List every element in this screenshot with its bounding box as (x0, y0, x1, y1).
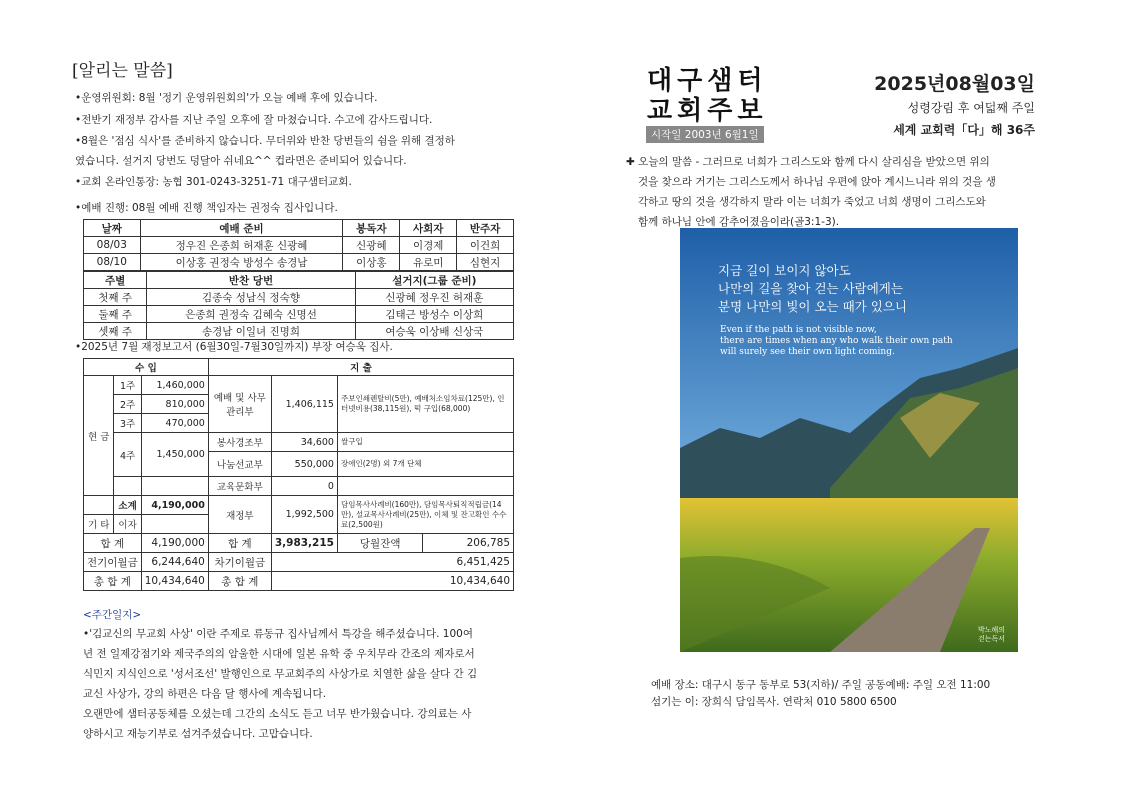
expense-note: 담임목사사례비(160만), 담임목사퇴직적립금(14만), 설교목사사례비(25만), 이체 및 잔고확인 수수료(2,500원) (337, 496, 513, 534)
liturgical-season: 성령강림 후 여덟째 주일 (907, 101, 1035, 115)
logo-line: 교회주보 (647, 96, 768, 126)
announcements-title: [알리는 말씀] (72, 61, 173, 81)
weekly-line: 오랜만에 샘터공동체를 오셨는데 그간의 소식도 듣고 너무 반가웠습니다. 강의료는 사 (83, 708, 472, 720)
weekly-title: <주간일지> (83, 609, 142, 621)
table-header: 사회자 (400, 220, 457, 237)
next-amount: 6,451,425 (271, 553, 513, 572)
grand-expense: 10,434,640 (271, 572, 513, 591)
scripture-verse (626, 152, 1040, 232)
table-row (84, 306, 514, 323)
expense-note: 쌀구입 (337, 433, 513, 452)
table-cell: 08/10 (84, 254, 141, 271)
table-header: 반주자 (457, 220, 514, 237)
table-cell: 김종숙 성남식 정숙향 (147, 289, 355, 306)
table-cell: 이건희 (457, 237, 514, 254)
table-cell: 08/03 (84, 237, 141, 254)
quote-line: 지금 길이 보이지 않아도 (718, 263, 851, 278)
table-row (84, 237, 514, 254)
finance-intro: •2025년 7월 재정보고서 (6월30일-7월30일까지) 부장 여승욱 집사. (75, 341, 393, 353)
verse-line: 것을 찾으라 거기는 그리스도께서 하나님 우편에 앉아 계시느니라 위의 것을 생 (638, 176, 996, 188)
credit-line: 걷는독서 (978, 635, 1006, 643)
table-cell: 이상홍 (343, 254, 400, 271)
expense-note: 주보인쇄렌탈비(5만), 예배처소임차료(125만), 인터넷비용(38,115원), 떡 구입(68,000) (337, 376, 513, 433)
week-amount: 810,000 (141, 395, 208, 414)
meal-table (83, 271, 514, 340)
expense-amount: 0 (271, 477, 337, 496)
expense-amount: 1,406,115 (271, 376, 337, 433)
table-cell: 심현지 (457, 254, 514, 271)
quote-line: 나만의 길을 찾아 걷는 사람에게는 (718, 281, 903, 296)
expense-label: 재정부 (208, 496, 271, 534)
week-amount: 470,000 (141, 414, 208, 433)
expense-label: 교육문화부 (208, 477, 271, 496)
weekly-line: •'김교신의 무교회 사상' 이란 주제로 류동규 집사님께서 특강을 해주셨습니다. 100여 (83, 628, 473, 640)
table-cell: 송경남 이일녀 진명희 (147, 323, 355, 340)
quote-line: there are times when any who walk their own path (720, 336, 953, 346)
expense-amount: 34,600 (271, 433, 337, 452)
income-total-label: 합 계 (84, 534, 142, 553)
income-total: 4,190,000 (141, 534, 208, 553)
table-cell: 셋째 주 (84, 323, 147, 340)
table-cell: 정우진 은종희 허재훈 신광혜 (140, 237, 343, 254)
bulletin-date: 2025년08월03일 (874, 73, 1035, 95)
table-header: 반찬 당번 (147, 272, 355, 289)
duty-table (83, 219, 514, 271)
verse-line: ✚ 오늘의 말씀 - 그러므로 너희가 그리스도와 함께 다시 살리심을 받았으면 위의 (626, 156, 990, 168)
table-cell: 김태근 방성수 이상희 (355, 306, 513, 323)
photo-quote-english (720, 325, 953, 358)
table-cell: 유로미 (400, 254, 457, 271)
table-row (84, 289, 514, 306)
expense-note: 장애인(2명) 외 7개 단체 (337, 452, 513, 477)
photo-quote-korean (718, 262, 907, 316)
table-cell: 신광혜 정우진 허재훈 (355, 289, 513, 306)
table-header: 날짜 (84, 220, 141, 237)
table-header: 봉독자 (343, 220, 400, 237)
table-cell: 여승욱 이상배 신상국 (355, 323, 513, 340)
subtotal-label: 소계 (114, 496, 141, 515)
prev-label: 전기이월금 (84, 553, 142, 572)
week-amount: 1,450,000 (141, 433, 208, 477)
week-amount: 1,460,000 (141, 376, 208, 395)
grand-income: 10,434,640 (141, 572, 208, 591)
table-cell: 둘째 주 (84, 306, 147, 323)
photo-credit (978, 626, 1005, 644)
announcement-line: •운영위원회: 8월 '정기 운영위원회의'가 오늘 예배 후에 있습니다. (75, 92, 378, 104)
pastor-contact: 섬기는 이: 장희식 담임목사. 연락처 010 5800 6500 (651, 696, 897, 708)
announcement-line: •교회 온라인통장: 농협 301-0243-3251-71 대구샘터교회. (75, 176, 352, 188)
announcement-line: •8월은 '점심 식사'를 준비하지 않습니다. 무더위와 반찬 당번들의 쉼을 위해 결정하 (75, 135, 455, 147)
announcement-line: 였습니다. 설거지 당번도 덩달아 쉬네요^^ 컵라면은 준비되어 있습니다. (75, 155, 407, 167)
verse-line: 각하고 땅의 것을 생각하지 말라 이는 너희가 죽었고 너희 생명이 그리스도와 (638, 196, 986, 208)
quote-line: Even if the path is not visible now, (720, 325, 877, 335)
prev-amount: 6,244,640 (141, 553, 208, 572)
church-logo (647, 66, 767, 126)
table-header: 예배 준비 (140, 220, 343, 237)
verse-line: 함께 하나님 안에 감추어졌음이라(골3:1-3). (638, 216, 840, 228)
logo-line: 대구샘터 (647, 66, 768, 96)
expense-total: 3,983,215 (271, 534, 337, 553)
subtotal-amount: 4,190,000 (141, 496, 208, 515)
grand-total-label: 총 합 계 (84, 572, 142, 591)
table-cell: 이상홍 권정숙 방성수 송경남 (140, 254, 343, 271)
weekly-line: 식민지 지식인으로 '성서조선' 발행인으로 무교회주의 사상가로 치열한 삶을 살다 간 김 (83, 668, 478, 680)
table-header: 설거지(그룹 준비) (355, 272, 513, 289)
expense-amount: 1,992,500 (271, 496, 337, 534)
weekly-line: 양하시고 재능기부로 섬겨주셨습니다. 고맙습니다. (83, 728, 313, 740)
quote-line: will surely see their own light coming. (720, 347, 895, 357)
table-cell: 은종희 권정숙 김혜숙 신명선 (147, 306, 355, 323)
expense-amount: 550,000 (271, 452, 337, 477)
expense-total-label: 합 계 (208, 534, 271, 553)
table-header: 주별 (84, 272, 147, 289)
balance-amount: 206,785 (423, 534, 514, 553)
table-cell: 이경제 (400, 237, 457, 254)
duty-intro: •예배 진행: 08월 예배 진행 책임자는 권정숙 집사입니다. (75, 202, 338, 214)
week-label: 1주 (114, 376, 141, 395)
next-label: 차기이월금 (208, 553, 271, 572)
grand-total-label: 총 합 계 (208, 572, 271, 591)
announcement-line: •전반기 재정부 감사를 지난 주일 오후에 잘 마쳤습니다. 수고에 감사드립니다. (75, 114, 433, 126)
credit-line: 박노해의 (978, 626, 1006, 634)
week-label: 4주 (114, 433, 141, 477)
worship-location: 예배 장소: 대구시 동구 동부로 53(지하)/ 주일 공동예배: 주일 오전 11:00 (651, 679, 991, 691)
other-label: 기 타 (84, 515, 114, 534)
expense-label: 예배 및 사무관리부 (208, 376, 271, 433)
weekly-line: 년 전 일제강점기와 제국주의의 암울한 시대에 일본 유학 중 우치무라 간조의 제자로서 (83, 648, 475, 660)
expense-label: 봉사경조부 (208, 433, 271, 452)
expense-label: 나눔선교부 (208, 452, 271, 477)
quote-line: 분명 나만의 빛이 오는 때가 있으니 (718, 299, 907, 314)
interest-label: 이자 (114, 515, 141, 534)
finance-table (83, 358, 514, 591)
table-row (84, 254, 514, 271)
cover-photo (680, 228, 1018, 652)
cash-label: 현 금 (84, 376, 114, 496)
week-label: 3주 (114, 414, 141, 433)
table-cell: 첫째 주 (84, 289, 147, 306)
expense-header: 지 출 (208, 359, 513, 376)
liturgical-calendar: 세계 교회력「다」해 36주 (893, 123, 1035, 137)
since-badge: 시작일 2003년 6월1일 (646, 126, 764, 143)
week-label: 2주 (114, 395, 141, 414)
table-cell: 신광혜 (343, 237, 400, 254)
balance-label: 당월잔액 (337, 534, 422, 553)
weekly-line: 교신 사상가, 강의 하편은 다음 달 행사에 계속됩니다. (83, 688, 327, 700)
income-header: 수 입 (84, 359, 209, 376)
